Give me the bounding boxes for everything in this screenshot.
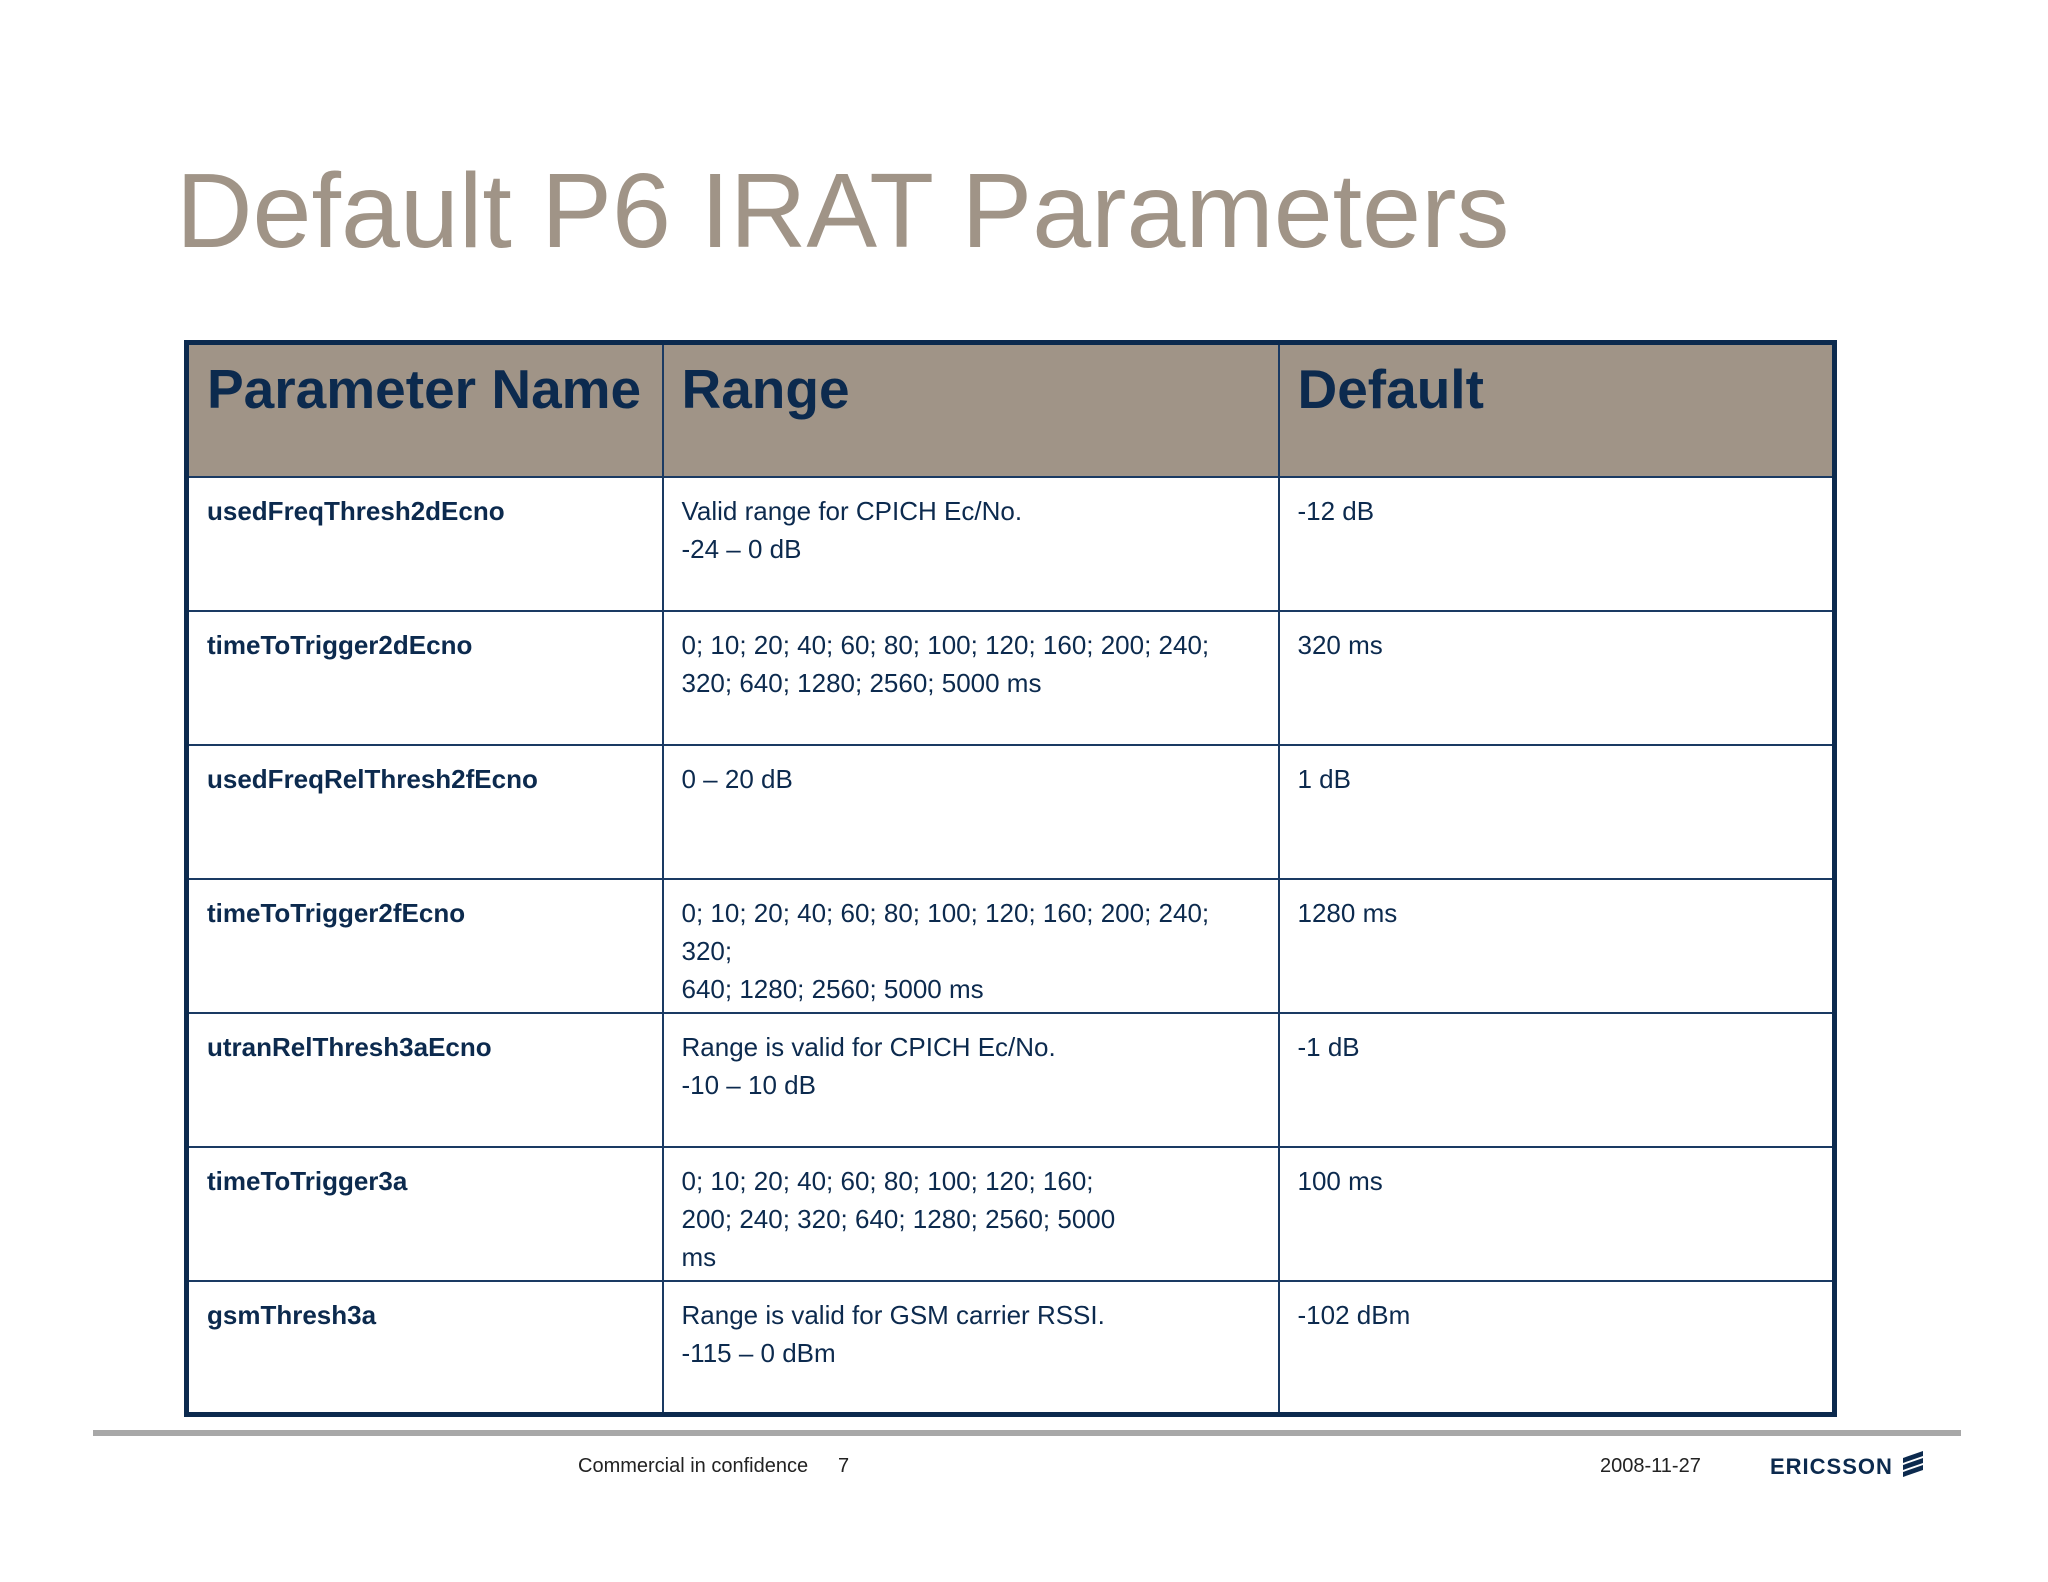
range-line: Valid range for CPICH Ec/No. — [681, 495, 1023, 526]
range-cell — [663, 1013, 1279, 1147]
range-line: Range is valid for GSM carrier RSSI. — [681, 1299, 1105, 1330]
range-cell — [663, 745, 1279, 879]
parameter-name-cell: gsmThresh3a — [187, 1281, 663, 1415]
table-row — [187, 611, 1835, 745]
range-line: -24 – 0 dB — [681, 533, 802, 564]
default-cell: -102 dBm — [1279, 1281, 1835, 1415]
default-cell: -12 dB — [1279, 477, 1835, 611]
range-line: -115 – 0 dBm — [681, 1337, 836, 1368]
range-cell — [663, 1281, 1279, 1415]
table-row — [187, 1013, 1835, 1147]
footer-divider — [93, 1430, 1961, 1436]
range-line: 0; 10; 20; 40; 60; 80; 100; 120; 160; — [681, 1165, 1094, 1196]
header-default: Default — [1279, 343, 1835, 477]
default-cell: 320 ms — [1279, 611, 1835, 745]
range-cell — [663, 879, 1279, 1013]
range-cell — [663, 1147, 1279, 1281]
table-row — [187, 1281, 1835, 1415]
table-row — [187, 1147, 1835, 1281]
default-cell: 1 dB — [1279, 745, 1835, 879]
range-line: 0; 10; 20; 40; 60; 80; 100; 120; 160; 200; 240; 320; — [681, 897, 1210, 966]
logo-wordmark: ERICSSON — [1770, 1453, 1893, 1479]
parameters-table — [184, 340, 1837, 1417]
table-row — [187, 745, 1835, 879]
page-number: 7 — [838, 1455, 850, 1477]
range-line: -10 – 10 dB — [681, 1069, 816, 1100]
parameter-name-cell: usedFreqThresh2dEcno — [187, 477, 663, 611]
header-range: Range — [663, 343, 1279, 477]
table-row — [187, 879, 1835, 1013]
default-cell: 100 ms — [1279, 1147, 1835, 1281]
default-cell: -1 dB — [1279, 1013, 1835, 1147]
parameter-name-cell: timeToTrigger3a — [187, 1147, 663, 1281]
range-line: 200; 240; 320; 640; 1280; 2560; 5000 — [681, 1203, 1116, 1234]
table-row — [187, 477, 1835, 611]
page-title: Default P6 IRAT Parameters — [176, 152, 1510, 270]
ericsson-logo-icon — [1901, 1449, 1925, 1484]
footer-date: 2008-11-27 — [1600, 1455, 1701, 1477]
range-line: 320; 640; 1280; 2560; 5000 ms — [681, 667, 1042, 698]
range-cell — [663, 477, 1279, 611]
parameter-name-cell: utranRelThresh3aEcno — [187, 1013, 663, 1147]
parameter-name-cell: usedFreqRelThresh2fEcno — [187, 745, 663, 879]
range-line: Range is valid for CPICH Ec/No. — [681, 1031, 1056, 1062]
confidentiality-label: Commercial in confidence — [578, 1455, 809, 1477]
table-header-row — [187, 343, 1835, 477]
range-line: ms — [681, 1241, 717, 1272]
range-line: 0; 10; 20; 40; 60; 80; 100; 120; 160; 200; 240; — [681, 629, 1210, 660]
header-parameter-name: Parameter Name — [187, 343, 663, 477]
default-cell: 1280 ms — [1279, 879, 1835, 1013]
range-line: 0 – 20 dB — [681, 763, 793, 794]
parameter-name-cell: timeToTrigger2fEcno — [187, 879, 663, 1013]
range-line: 640; 1280; 2560; 5000 ms — [681, 973, 984, 1004]
range-cell — [663, 611, 1279, 745]
parameter-name-cell: timeToTrigger2dEcno — [187, 611, 663, 745]
ericsson-logo — [1770, 1449, 1925, 1484]
